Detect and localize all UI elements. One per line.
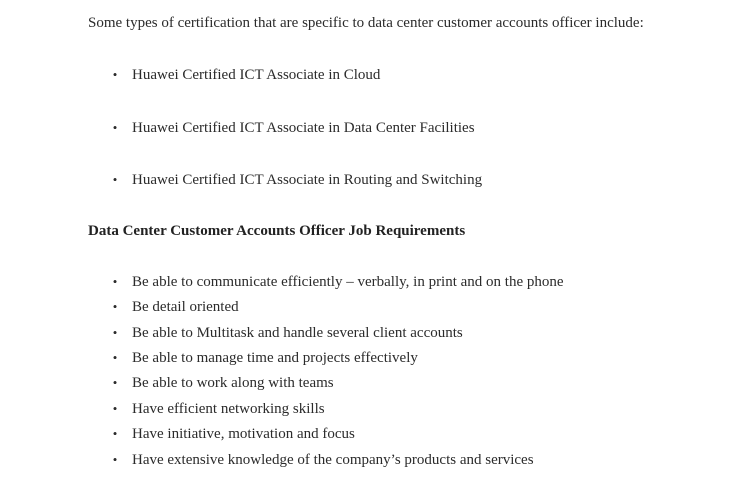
requirement-item: Be able to work along with teams: [132, 375, 334, 391]
bullet-icon: •: [112, 299, 118, 314]
bullet-icon: •: [112, 375, 118, 390]
bullet-icon: •: [112, 325, 118, 340]
bullet-icon: •: [112, 120, 118, 135]
certification-item: Huawei Certified ICT Associate in Routing and Switching: [132, 172, 483, 188]
requirement-item: Be able to Multitask and handle several client accounts: [132, 325, 463, 341]
bullet-icon: •: [112, 426, 118, 441]
bullet-icon: •: [112, 350, 118, 365]
bullet-icon: •: [112, 452, 118, 467]
requirement-item: Have initiative, motivation and focus: [132, 426, 355, 442]
certification-item: Huawei Certified ICT Associate in Data Center Facilities: [132, 120, 475, 136]
requirement-item: Have efficient networking skills: [132, 401, 325, 417]
certification-item: Huawei Certified ICT Associate in Cloud: [132, 67, 381, 83]
section-heading: Data Center Customer Accounts Officer Job Requirements: [88, 223, 466, 239]
intro-paragraph: Some types of certification that are specific to data center customer accounts officer include:: [88, 15, 644, 31]
requirement-item: Have extensive knowledge of the company’s products and services: [132, 452, 534, 468]
bullet-icon: •: [112, 274, 118, 289]
bullet-icon: •: [112, 401, 118, 416]
requirement-item: Be able to manage time and projects effectively: [132, 350, 418, 366]
bullet-icon: •: [112, 172, 118, 187]
requirement-item: Be detail oriented: [132, 299, 239, 315]
requirement-item: Be able to communicate efficiently – verbally, in print and on the phone: [132, 274, 564, 290]
bullet-icon: •: [112, 67, 118, 82]
